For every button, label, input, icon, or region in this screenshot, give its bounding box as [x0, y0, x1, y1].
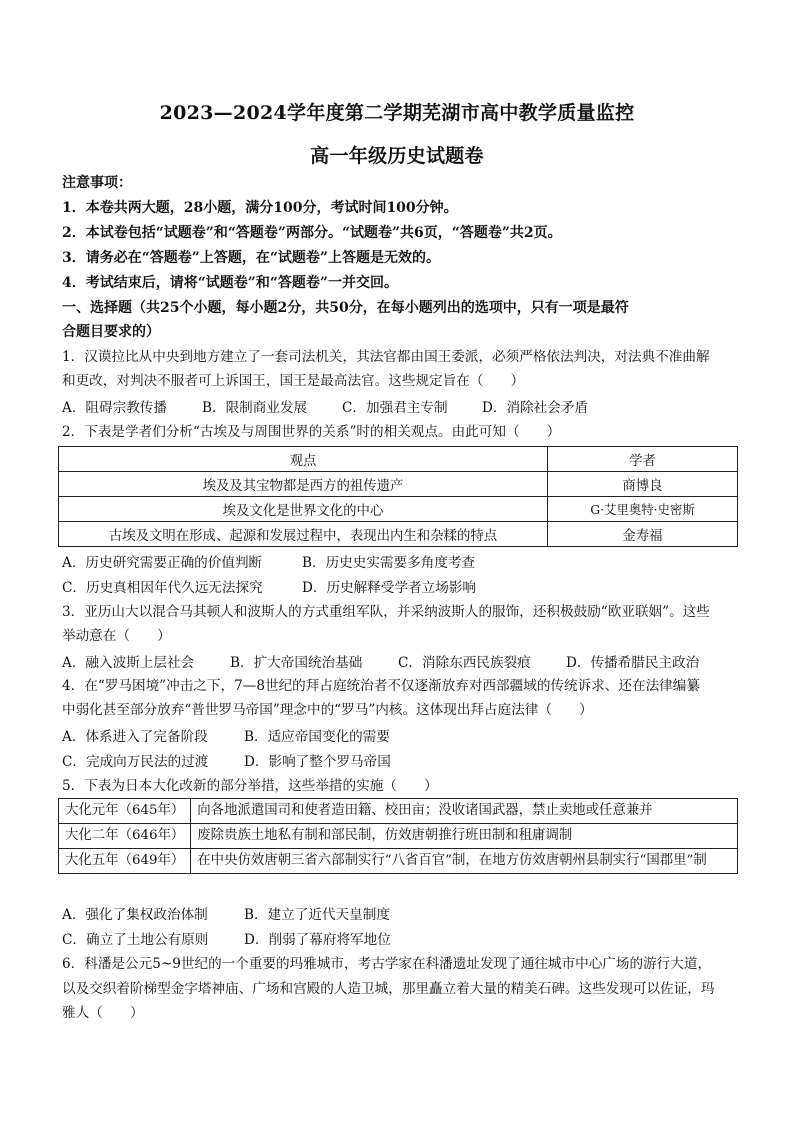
notes-heading: 注意事项： [62, 175, 132, 191]
table-header-cell: 观点 [59, 447, 548, 472]
table-cell: 向各地派遣国司和使者造田籍、校田亩；没收诸国武器，禁止卖地或任意兼并 [191, 799, 738, 824]
table-row [59, 824, 738, 849]
table-cell: 古埃及文明在形成、起源和发展过程中，表现出内生和杂糅的特点 [59, 522, 548, 547]
table-row [59, 799, 738, 824]
note-item: 4．考试结束后，请将“试题卷”和“答题卷”一并交回。 [62, 275, 398, 291]
question-5-stem: 5．下表为日本大化改新的部分举措，这些举措的实施（ ） [62, 778, 438, 794]
question-4-stem-cont: 中弱化甚至部分放弃“普世罗马帝国”理念中的“罗马”内核。这体现出拜占庭法律（ ） [62, 702, 593, 718]
table-header-row [59, 447, 738, 472]
note-item: 3．请务必在“答题卷”上答题，在“试题卷”上答题是无效的。 [62, 250, 440, 266]
table-cell: G·艾里奥特·史密斯 [548, 497, 738, 522]
note-item: 1．本卷共两大题，28小题，满分100分，考试时间100分钟。 [62, 200, 458, 216]
table-cell: 大化五年（649年） [59, 849, 191, 874]
q2-option-c: C．历史真相因年代久远无法探究 [62, 580, 263, 596]
q1-option-d: D．消除社会矛盾 [482, 400, 589, 416]
q2-table [58, 446, 738, 547]
section-heading: 一、选择题（共25个小题，每小题2分，共50分，在每小题列出的选项中，只有一项是最符 [62, 300, 629, 316]
question-2-stem: 2．下表是学者们分析“古埃及与周围世界的关系”时的相关观点。由此可知（ ） [62, 424, 561, 440]
table-header-cell: 学者 [548, 447, 738, 472]
q5-option-d: D．削弱了幕府将军地位 [244, 932, 391, 948]
question-1-stem: 1．汉谟拉比从中央到地方建立了一套司法机关，其法官都由国王委派，必须严格依法判决，对法典不准曲解 [62, 349, 710, 365]
q1-option-c: C．加强君主专制 [342, 400, 448, 416]
table-cell: 商博良 [548, 472, 738, 497]
question-3-stem: 3．亚历山大以混合马其顿人和波斯人的方式重组军队，并采纳波斯人的服饰，还积极鼓励“欧亚联姻”。这些 [62, 604, 710, 620]
table-row [59, 472, 738, 497]
question-1-stem-cont: 和更改，对判决不服者可上诉国王，国王是最高法官。这些规定旨在（ ） [62, 373, 525, 389]
question-6-stem-cont: 以及交织着阶梯型金字塔神庙、广场和宫殿的人造卫城，那里矗立着大量的精美石碑。这些发现可以佐证，玛 [62, 981, 715, 997]
q5-option-c: C．确立了土地公有原则 [62, 932, 209, 948]
q3-option-d: D．传播希腊民主政治 [566, 655, 700, 671]
q4-option-a: A．体系进入了完备阶段 [62, 729, 208, 745]
q3-option-c: C．消除东西民族裂痕 [398, 655, 531, 671]
question-3-stem-cont: 举动意在（ ） [62, 628, 171, 644]
question-6-stem: 6．科潘是公元5~9世纪的一个重要的玛雅城市，考古学家在科潘遗址发现了通往城市中心广场的游行大道， [62, 956, 712, 972]
q2-option-b: B．历史史实需要多角度考查 [302, 555, 476, 571]
q4-option-d: D．影响了整个罗马帝国 [244, 754, 391, 770]
q2-option-a: A．历史研究需要正确的价值判断 [62, 555, 263, 571]
question-6-stem-cont: 雅人（ ） [62, 1005, 144, 1021]
q1-option-a: A．阻碍宗教传播 [62, 400, 167, 416]
table-cell: 在中央仿效唐朝三省六部制实行“八省百官”制，在地方仿效唐朝州县制实行“国郡里”制 [191, 849, 738, 874]
section-heading-cont: 合题目要求的） [62, 324, 160, 340]
q5-table [58, 798, 738, 874]
q1-option-b: B．限制商业发展 [202, 400, 308, 416]
table-row [59, 497, 738, 522]
q5-option-a: A．强化了集权政治体制 [62, 907, 208, 923]
table-cell: 金寿福 [548, 522, 738, 547]
table-cell: 大化二年（646年） [59, 824, 191, 849]
exam-subtitle: 高一年级历史试题卷 [310, 145, 484, 167]
q2-option-d: D．历史解释受学者立场影响 [302, 580, 477, 596]
q3-option-a: A．融入波斯上层社会 [62, 655, 195, 671]
table-cell: 埃及文化是世界文化的中心 [59, 497, 548, 522]
exam-title: 2023—2024学年度第二学期芜湖市高中教学质量监控 [159, 102, 635, 124]
table-cell: 埃及及其宝物都是西方的祖传遗产 [59, 472, 548, 497]
q4-option-b: B．适应帝国变化的需要 [244, 729, 390, 745]
table-cell: 废除贵族土地私有制和部民制，仿效唐朝推行班田制和租庸调制 [191, 824, 738, 849]
q3-option-b: B．扩大帝国统治基础 [230, 655, 363, 671]
q5-option-b: B．建立了近代天皇制度 [244, 907, 390, 923]
q4-option-c: C．完成向万民法的过渡 [62, 754, 209, 770]
table-cell: 大化元年（645年） [59, 799, 191, 824]
note-item: 2．本试卷包括“试题卷”和“答题卷”两部分。“试题卷”共6页，“答题卷”共2页。 [62, 225, 562, 241]
question-4-stem: 4．在“罗马困境”冲击之下，7—8世纪的拜占庭统治者不仅逐渐放弃对西部疆域的传统诉求、还在法律编纂 [62, 678, 700, 694]
table-row [59, 849, 738, 874]
table-row [59, 522, 738, 547]
